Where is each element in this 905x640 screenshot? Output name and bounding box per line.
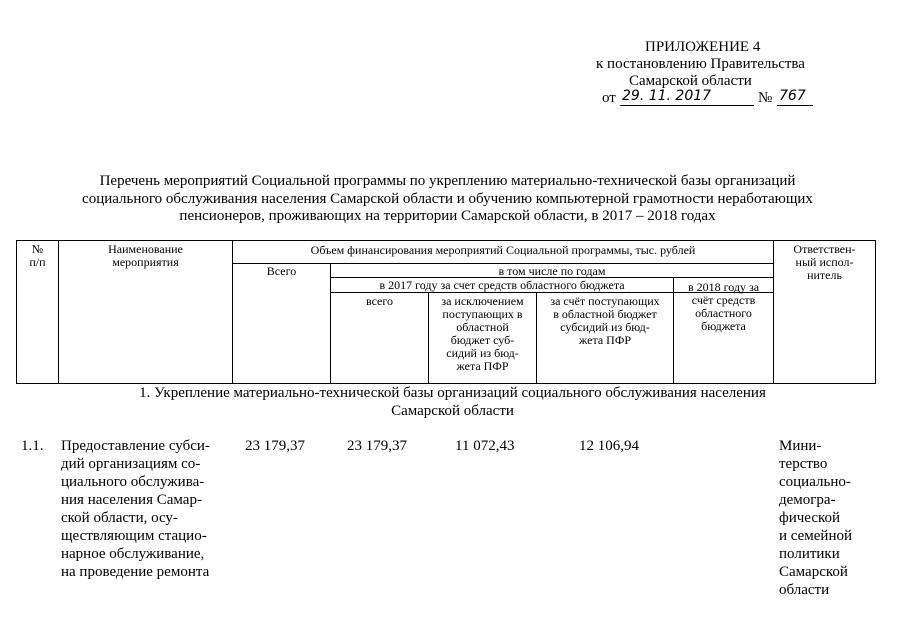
number-underline [777,105,813,106]
title-line-1: Перечень мероприятий Социальной программы по укреплению материально-технической базы организаций [99,173,796,189]
header-2017-all: всего [365,294,394,308]
header-by-years: в том числе по годам [498,264,606,278]
row-name: Предоставление субси- дий организациям со- циального обслужива- ния населения Самар- ской области, осу- ществляющим стацио- нарное обслуживание, на проведение ремонта [61,438,210,580]
row-2017-all: 23 179,37 [347,438,407,454]
header-funding: Объем финансирования мероприятий Социальной программы, тыс. рублей [310,243,696,257]
appendix-number-value: 767 [779,88,806,104]
section-line-2: Самарской области [391,403,514,419]
header-2017: в 2017 году за счет средств областного бюджета [379,278,625,292]
header-2017-pfr: за счёт поступающих в областной бюджет субсидий из бюд- жета ПФР [550,294,660,347]
document-title [40,173,855,226]
header-2018: в 2018 году за счёт средств областного бюджета [687,280,760,333]
header-num: № п/п [29,242,46,269]
appendix-region-line: Самарской области [629,73,752,89]
appendix-title: ПРИЛОЖЕНИЕ 4 [645,39,761,55]
grid-top [16,240,876,241]
appendix-number-prefix: № [758,90,773,106]
appendix-decree-line: к постановлению Правительства [596,56,805,72]
grid-v-right [875,240,876,383]
title-line-3: пенсионеров, проживающих на территории Самарской области, в 2017 – 2018 годах [179,208,716,224]
section-heading [0,384,905,420]
row-responsible: Мини- терство социально- демогра- фической и семейной политики Самарской области [779,438,853,598]
row-2017-excl: 11 072,43 [455,438,515,454]
section-line-1: 1. Укрепление материально-технической базы организаций социального обслуживания населения [139,385,766,401]
appendix-date-prefix: от [602,90,616,106]
header-2017-excl: за исключением поступающих в областной бюджет суб- сидий из бюд- жета ПФР [441,294,524,373]
row-2017-pfr: 12 106,94 [579,438,639,454]
date-underline [620,105,754,106]
grid-v-name [232,240,233,383]
row-num: 1.1. [21,438,44,454]
row-total: 23 179,37 [245,438,305,454]
header-name: Наименование мероприятия [108,242,183,269]
header-responsible: Ответствен- ный испол- нитель [793,242,856,282]
appendix-date-value: 29. 11. 2017 [622,88,712,104]
header-total: Всего [266,264,297,278]
title-line-2: социального обслуживания населения Самарской области и обучению компьютерной грамотности неработающих [82,190,813,207]
